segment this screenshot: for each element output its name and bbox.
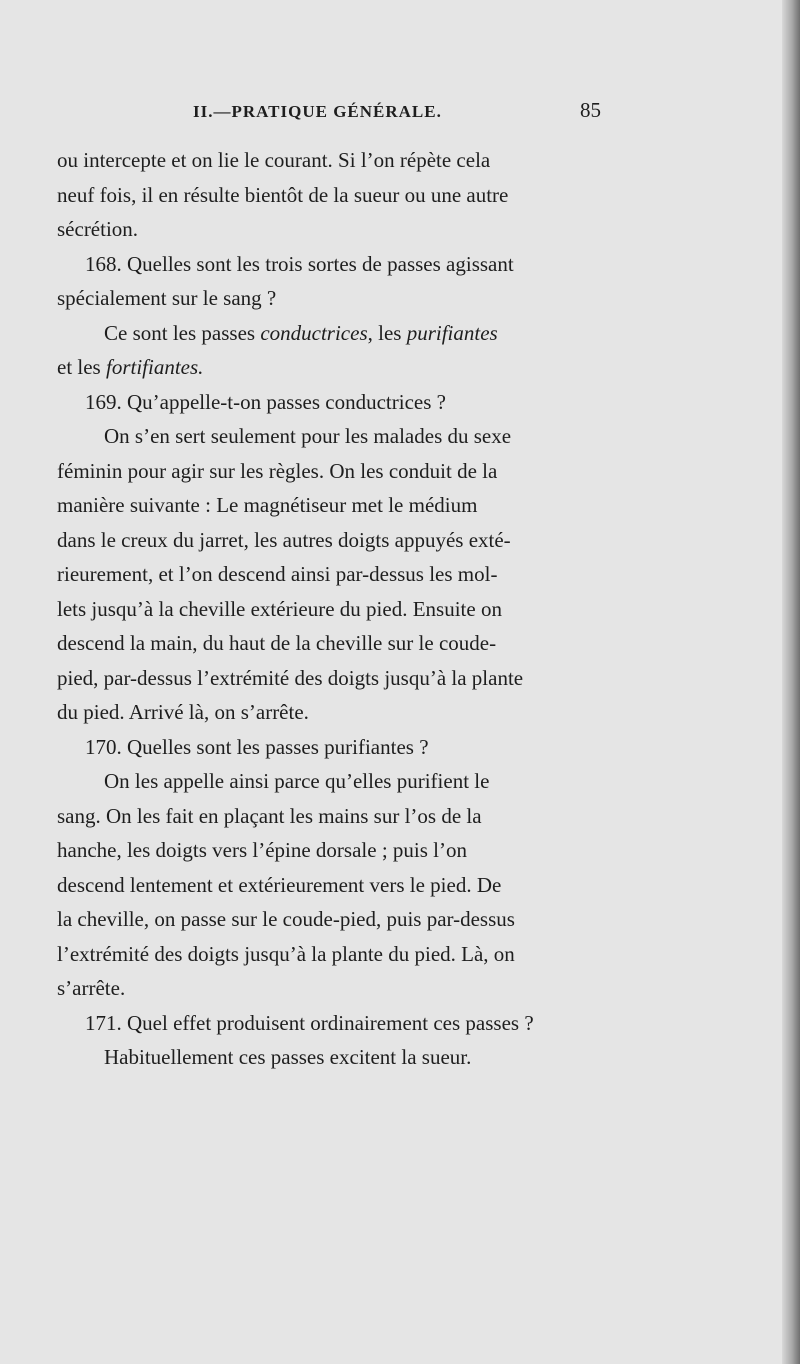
text-line: la cheville, on passe sur le coude-pied, puis par-dessus (57, 907, 515, 931)
text-line: l’extrémité des doigts jusqu’à la plante du pied. Là, on (57, 941, 515, 966)
answer-171: Habituellement ces passes excitent la sueur. (104, 1045, 472, 1069)
text-line: neuf fois, il en résulte bientôt de la sueur ou une autre (57, 182, 509, 207)
question-171: 171. Quel effet produisent ordinairement ces passes ? (85, 1010, 534, 1035)
page-edge-shadow (782, 0, 800, 1364)
answer-168-continued (57, 350, 617, 385)
answer-text: , les (367, 320, 407, 345)
text-line: sang. On les fait en plaçant les mains sur l’os de la (57, 803, 482, 828)
page-number: 85 (580, 98, 601, 122)
text-line: lets jusqu’à la cheville extérieure du pied. Ensuite on (57, 596, 502, 621)
page-header (193, 98, 613, 126)
text-line: s’arrête. (57, 976, 126, 1000)
answer-170: On les appelle ainsi parce qu’elles purifient le (104, 769, 490, 793)
text-line: spécialement sur le sang ? (57, 286, 277, 310)
text-line: descend lentement et extérieurement vers le pied. De (57, 872, 502, 897)
running-header-title: II.—PRATIQUE GÉNÉRALE. (193, 102, 442, 121)
text-line: dans le creux du jarret, les autres doigts appuyés exté- (57, 527, 511, 552)
text-line: ou intercepte et on lie le courant. Si l’on répète cela (57, 148, 491, 172)
text-line: manière suivante : Le magnétiseur met le médium (57, 493, 478, 517)
question-170: 170. Quelles sont les passes purifiantes ? (85, 734, 429, 759)
answer-text: et les (57, 355, 106, 379)
term-purifiantes: purifiantes (406, 320, 498, 345)
answer-168 (57, 316, 617, 351)
answer-169: On s’en sert seulement pour les malades du sexe (104, 424, 512, 448)
text-line: rieurement, et l’on descend ainsi par-dessus les mol- (57, 562, 498, 586)
text-line: du pied. Arrivé là, on s’arrête. (57, 700, 309, 724)
question-168: 168. Quelles sont les trois sortes de passes agissant (85, 251, 514, 276)
answer-text: Ce sont les passes (104, 320, 261, 345)
term-conductrices: conductrices (260, 320, 368, 345)
term-fortifiantes: fortifiantes. (105, 355, 204, 379)
text-line: féminin pour agir sur les règles. On les conduit de la (57, 458, 498, 483)
text-line: descend la main, du haut de la cheville sur le coude- (57, 631, 497, 655)
body-text (57, 143, 617, 1075)
question-169: 169. Qu’appelle-t-on passes conductrices ? (85, 389, 446, 414)
text-line: pied, par-dessus l’extrémité des doigts jusqu’à la plante (57, 665, 524, 690)
text-line: hanche, les doigts vers l’épine dorsale ; puis l’on (57, 838, 467, 862)
text-line: sécrétion. (57, 217, 139, 241)
